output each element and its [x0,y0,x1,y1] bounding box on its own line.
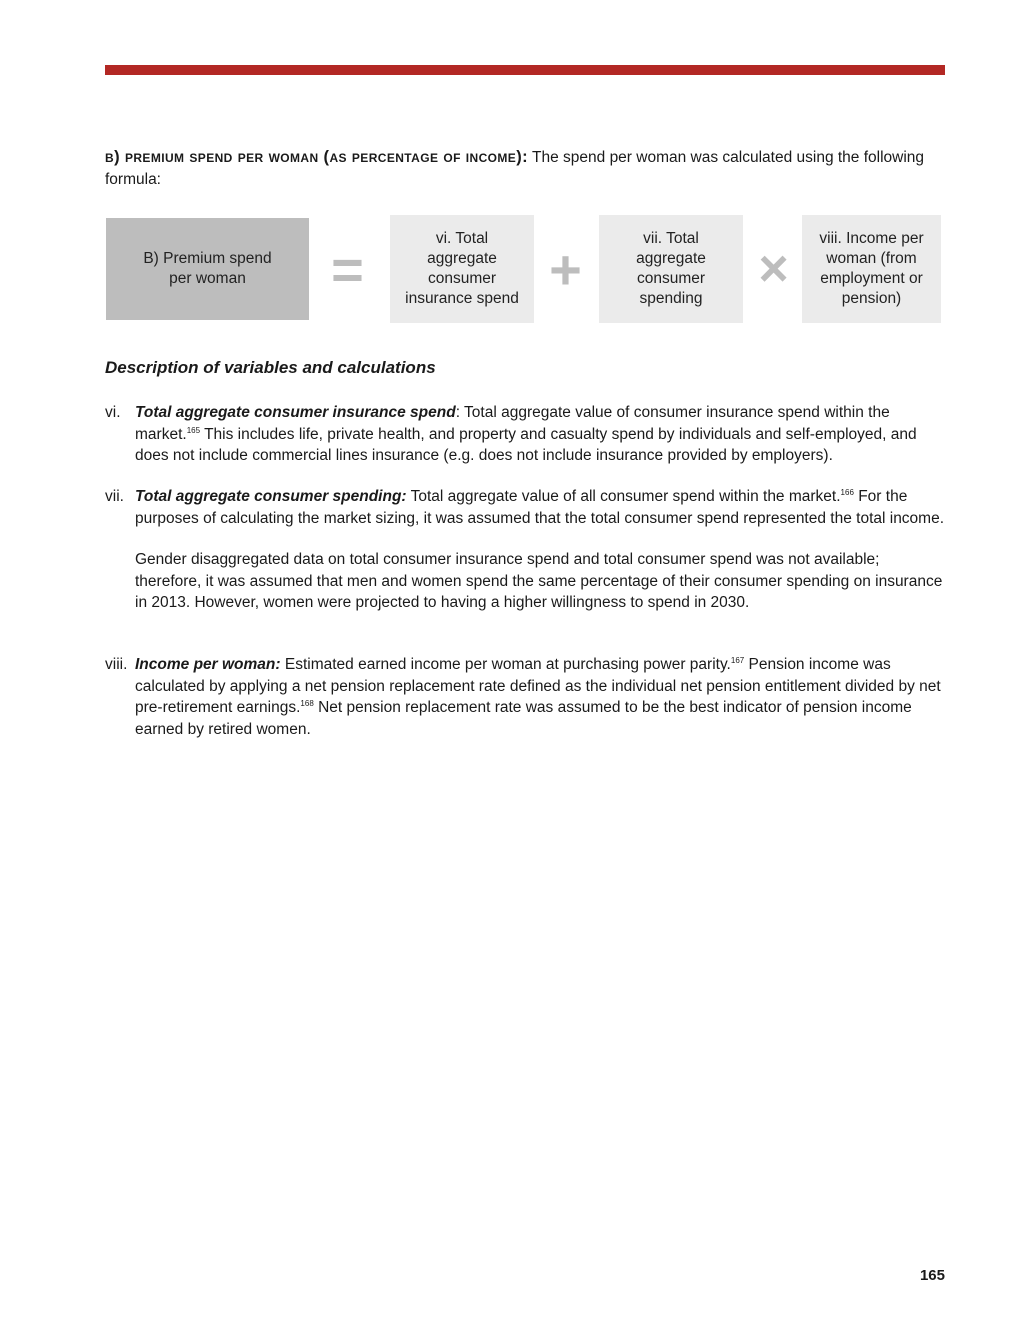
intro-text: The spend per woman was calculated using the following formula: [105,149,925,188]
intro-lead: b) premium spend per woman (as percentage of income): [105,148,528,166]
list-item-viii [105,654,945,740]
term-label: Total aggregate consumer spending: [135,488,407,505]
footnote-ref: 168 [300,699,314,708]
list-item-vii [105,486,945,614]
term-label: Income per woman: [135,656,281,673]
item-text: This includes life, private health, and property and casualty spend by individuals and self-employed, and does not include commercial lines insurance (e.g. does not include insurance provided by employers). [135,425,917,464]
formula-term-viii-label: viii. Income per woman (from employment or pension) [819,230,924,307]
section-title: Description of variables and calculations [105,358,436,377]
formula-result-box [106,218,309,320]
equals-icon: = [331,237,364,301]
item-text: Net pension replacement rate was assumed to be the best indicator of pension income earned by retired women. [135,699,912,738]
formula-term-viii-box [802,215,941,323]
footnote-ref: 165 [186,425,201,435]
multiply-icon: × [758,240,789,298]
list-item-vi [105,402,945,467]
page-number: 165 [919,1267,945,1284]
formula-term-vi-box [390,215,534,323]
item-paragraph: Gender disaggregated data on total consumer insurance spend and total consumer spend was not available; therefore, it was assumed that men and women spend the same percentage of their consumer spending on insurance in 2013. However, women were projected to having a higher willingness to spend in 2030. [135,551,943,611]
item-text: For the purposes of calculating the market sizing, it was assumed that the total consumer spend represented the total income. [135,488,945,527]
formula-term-vii-label: vii. Total aggregate consumer spending [636,230,706,307]
footnote-ref: 166 [840,488,854,497]
list-item-number: vii. [105,488,124,505]
top-accent-rule [105,65,945,75]
list-item-number: viii. [105,656,128,673]
formula-term-vii-box [599,215,743,323]
list-item-number: vi. [105,404,121,421]
term-label: Total aggregate consumer insurance spend [135,404,456,421]
item-text: : Total aggregate value of consumer insurance spend within the market. [135,404,890,443]
formula-result-label: B) Premium spend per woman [143,250,272,287]
intro-paragraph [105,146,940,191]
item-text: Estimated earned income per woman at purchasing power parity. [280,656,731,673]
formula-term-vi-label: vi. Total aggregate consumer insurance spend [405,230,519,307]
item-text: Total aggregate value of all consumer spend within the market. [406,488,841,505]
footnote-ref: 167 [730,656,745,665]
plus-icon: + [549,237,582,301]
item-text: Pension income was calculated by applying a net pension replacement rate defined as the individual net pension entitlement divided by net pre-retirement earnings. [135,656,941,716]
